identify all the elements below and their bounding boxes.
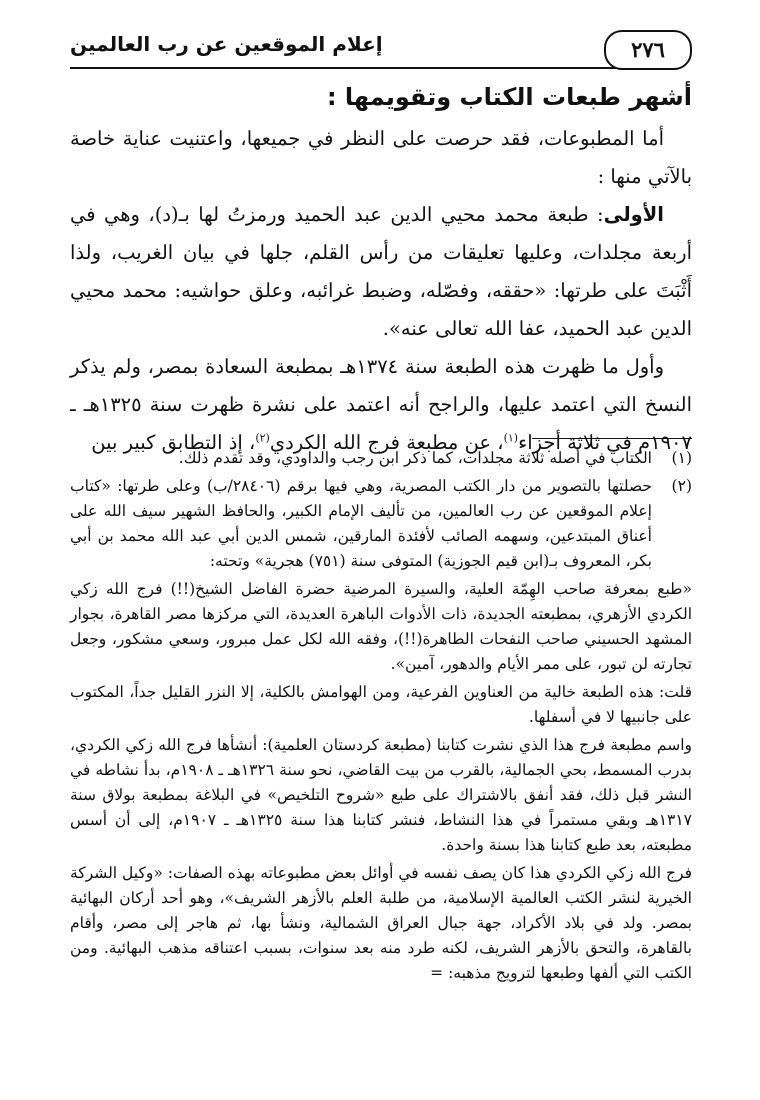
publication-text-c: ، إذ التطابق كبير بين: [91, 431, 256, 454]
section-heading: أشهر طبعات الكتاب وتقويمها :: [326, 83, 692, 111]
intro-paragraph: أما المطبوعات، فقد حرصت على النظر في جميعها، واعتنيت عناية خاصة بالآتي منها :: [70, 127, 692, 188]
running-title: إعلام الموقعين عن رب العالمين: [70, 32, 383, 56]
publication-text-a: وأول ما ظهرت هذه الطبعة سنة ١٣٧٤هـ بمطبعة السعادة بمصر، ولم يذكر النسخ التي اعتمد عليها، والراجح أنه اعتمد على نشرة ظهرت سنة ١٣٢٥هـ ـ ١٩٠٧م في ثلاثة أجزاء: [70, 355, 692, 454]
header-rule: [70, 67, 652, 69]
footnotes: [70, 446, 692, 986]
footnote-separator: [532, 438, 692, 439]
publication-paragraph: [70, 348, 692, 462]
page-header: [70, 20, 692, 70]
first-edition-text: : طبعة محمد محيي الدين عبد الحميد ورمزتُ لها بـ(د)، وهي في أربعة مجلدات، وعليها تعليقات من رأس القلم، جلها في بيان الغريب، ولذا أَثْبَتَ على طرتها: «حققه، وفصّله، وضبط غرائبه، وعلق حواشيه: محمد محيي الدين عبد الحميد، عفا الله تعالى عنه».: [70, 203, 692, 340]
main-text: [70, 78, 692, 462]
footnote-1-number: (١): [671, 449, 692, 467]
footnote-1-text: الكتاب في أصله ثلاثة مجلدات، كما ذكر ابن رجب والداودي، وقد تقدم ذلك.: [178, 449, 652, 467]
publication-text-b: ، عن مطبعة فرج الله الكردي: [269, 431, 504, 454]
first-edition-paragraph: [70, 196, 692, 348]
footnote-2-number: (٢): [671, 477, 692, 495]
footnote-remark-paragraph: قلت: هذه الطبعة خالية من العناوين الفرعية، ومن الهوامش بالكلية، إلا النزر القليل جداً، المكتوب على جانبيها لا في أسفلها.: [70, 683, 692, 726]
footnote-printer-paragraph: فرج الله زكي الكردي هذا كان يصف نفسه في أوائل بعض مطبوعاته بهذه الصفات: «وكيل الشركة الخيرية لنشر الكتب العالمية الإسلامية، من طلبة العلم بالأزهر الشريف»، وهو أحد أركان البهائية بمصر. ولد في بلاد الأكراد، جهة جبال العراق الشمالية، ونشأ بها، ثم هاجر إلى مصر، وأقام بالقاهرة، والتحق بالأزهر الشريف، لكنه طرد منه بعد سنوات، بسبب اعتناقه مذهب البهائية. ومن الكتب التي ألفها وطبعها لترويج مذهبه: =: [70, 864, 692, 982]
page-number: ٢٧٦: [604, 30, 692, 70]
first-edition-lead: الأولى: [603, 203, 664, 226]
footnote-ref-2[interactable]: (٢): [255, 431, 270, 445]
footnote-2: [70, 474, 692, 574]
footnote-1: [70, 446, 692, 471]
footnote-2-text: حصلتها بالتصوير من دار الكتب المصرية، وهي فيها برقم (٢٨٤٠٦/ب) وعلى طرتها: «كتاب إعلام الموقعين عن رب العالمين، من تأليف الإمام الكبير، والحافظ الشهير سيف الله على أعناق المبتدعين، وسهمه الصائب لأفئدة المارقين، شمس الدين أبي عبد الله محمد بن أبي بكر، المعروف بـ(ابن قيم الجوزية) المتوفى سنة (٧٥١) هجرية» وتحته:: [70, 477, 652, 570]
footnote-ref-1[interactable]: (١): [503, 431, 519, 445]
footnote-quote-paragraph: «طبع بمعرفة صاحب الهِمّة العلية، والسيرة المرضية حضرة الفاضل الشيخ(!!) فرج الله زكي الكردي الأزهري، بمطبعته الجديدة، ذات الأدوات الباهرة العديدة، التي مركزها مصر القاهرة، بجوار المشهد الحسيني صاحب النفحات الطاهرة(!!)، وفقه الله لكل عمل مبرور، وسعي مشكور، وجعل تجارته لن تبور، على ممر الأيام والدهور، آمين».: [70, 580, 692, 673]
footnote-press-paragraph: واسم مطبعة فرج هذا الذي نشرت كتابنا (مطبعة كردستان العلمية): أنشأها فرج الله زكي الكردي، بدرب المسمط، بحي الجمالية، بالقرب من بيت القاضي، نحو سنة ١٣٢٦هـ ـ ١٩٠٨م، بدأ نشاطه في النشر قبل ذلك، فقد أنفق بالاشتراك على طبع «شروح التلخيص» في البلاغة بمطبعة بولاق سنة ١٣١٧هـ وبقي مستمراً في هذا النشاط، فنشر كتابنا هذا سنة ١٣٢٥هـ ـ ١٩٠٧م، إلى أن أسس مطبعته، بعد طبع كتابنا هذا بسنة واحدة.: [70, 736, 692, 854]
